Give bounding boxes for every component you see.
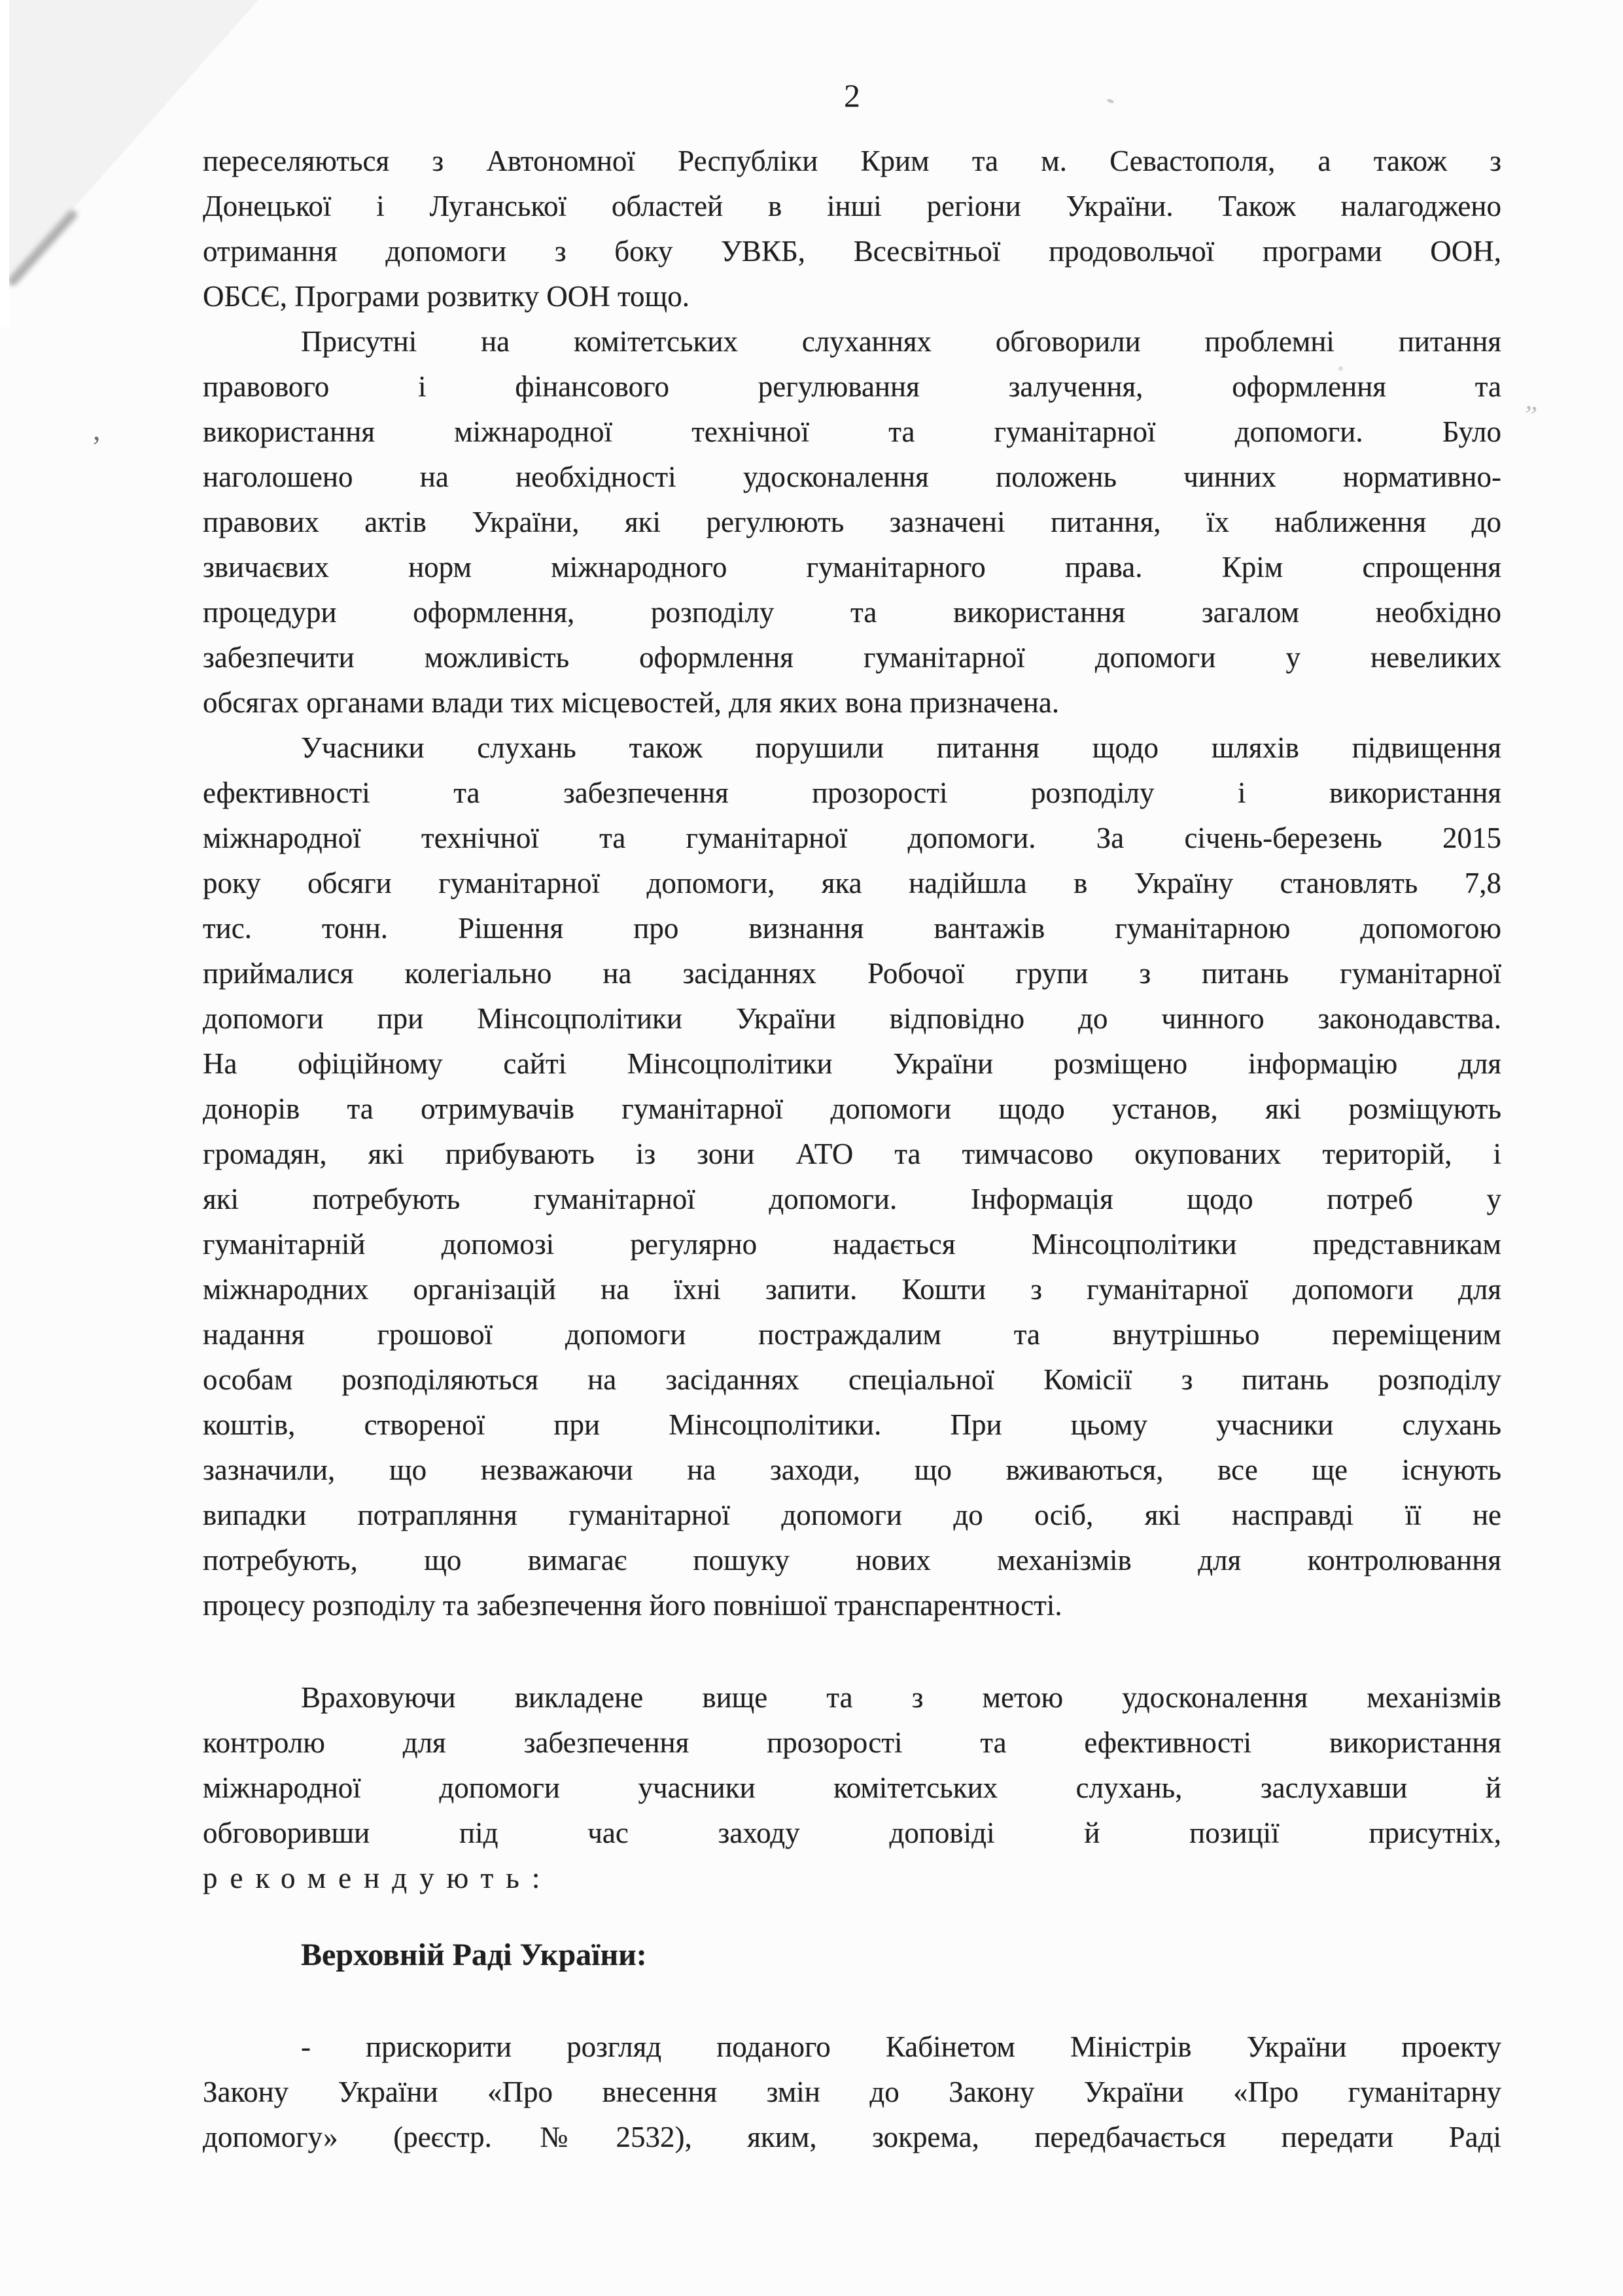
spacer <box>203 1977 1501 2025</box>
text-line: переселяються з Автономної Республіки Крим та м. Севастополя, а також з <box>203 145 1501 177</box>
text-line: року обсяги гуманітарної допомоги, яка надійшла в Україну становлять 7,8 <box>203 867 1501 899</box>
text-line: наголошено на необхідності удосконалення положень чинних нормативно- <box>203 461 1501 493</box>
text-line: правових актів України, які регулюють зазначені питання, їх наближення до <box>203 506 1501 538</box>
text-line: Присутні на комітетських слуханнях обговорили проблемні питання <box>301 325 1501 358</box>
text-line: Враховуючи викладене вище та з метою удосконалення механізмів <box>301 1681 1501 1714</box>
scan-edge-strip <box>0 0 9 327</box>
paragraph <box>203 139 1501 319</box>
text-line: коштів, створеної при Мінсоцполітики. При цьому учасники слухань <box>203 1408 1501 1441</box>
text-line: приймалися колегіально на засіданнях Робочої групи з питань гуманітарної <box>203 957 1501 990</box>
text-line: контролю для забезпечення прозорості та ефективності використання <box>203 1726 1501 1759</box>
text-line: процедури оформлення, розподілу та використання загалом необхідно <box>203 596 1501 629</box>
text-line: - прискорити розгляд поданого Кабінетом Міністрів України проекту <box>301 2030 1501 2063</box>
text-line: які потребують гуманітарної допомоги. Інформація щодо потреб у <box>203 1183 1501 1215</box>
text-line: особам розподіляються на засіданнях спеціальної Комісії з питань розподілу <box>203 1363 1501 1396</box>
paragraph <box>203 2025 1501 2160</box>
text-line: Верховній Раді України: <box>301 1938 647 1972</box>
text-line: процесу розподілу та забезпечення його повнішої транспарентності. <box>203 1589 1062 1622</box>
text-line: використання міжнародної технічної та гуманітарної допомоги. Було <box>203 415 1501 448</box>
text-line: ефективності та забезпечення прозорості розподілу і використання <box>203 776 1501 809</box>
text-line: допомогу» (реєстр.№2532), яким, зокрема, передбачається передати Раді <box>203 2121 1501 2153</box>
text-line: донорів та отримувачів гуманітарної допомоги щодо установ, які розміщують <box>203 1092 1501 1125</box>
text-line: потребують, що вимагає пошуку нових механізмів для контролювання <box>203 1544 1501 1576</box>
spacer <box>203 1901 1501 1932</box>
text-line: міжнародних організацій на їхні запити. Кошти з гуманітарної допомоги для <box>203 1273 1501 1306</box>
page-number: 2 <box>844 77 860 114</box>
text-line: громадян, які прибувають із зони АТО та тимчасово окупованих територій, і <box>203 1138 1501 1170</box>
text-line: міжнародної допомоги учасники комітетських слухань, заслухавши й <box>203 1771 1501 1804</box>
stray-comma-mark: , <box>93 413 101 446</box>
spacer <box>203 1628 1501 1675</box>
text-line: Учасники слухань також порушили питання щодо шляхів підвищення <box>301 731 1501 764</box>
text-line: допомоги при Мінсоцполітики України відповідно до чинного законодавства. <box>203 1002 1501 1035</box>
text-line: Донецької і Луганської областей в інші регіони України. Також налагоджено <box>203 190 1501 222</box>
text-line: випадки потрапляння гуманітарної допомоги до осіб, які насправді її не <box>203 1499 1501 1531</box>
section-heading <box>203 1932 1501 1977</box>
text-line: звичаєвих норм міжнародного гуманітарного права. Крім спрощення <box>203 551 1501 583</box>
text-line: гуманітарній допомозі регулярно надається Мінсоцполітики представникам <box>203 1228 1501 1261</box>
text-line: зазначили, що незважаючи на заходи, що вживаються, все ще існують <box>203 1453 1501 1486</box>
text-line: рекомендують: <box>203 1862 553 1894</box>
text-line: обговоривши під час заходу доповіді й позиції присутніх, <box>203 1817 1501 1849</box>
paragraph <box>203 725 1501 1628</box>
text-line: правового і фінансового регулювання залучення, оформлення та <box>203 370 1501 403</box>
document-body <box>203 139 1501 2160</box>
paragraph <box>203 319 1501 725</box>
text-line: Закону України «Про внесення змін до Закону України «Про гуманітарну <box>203 2076 1501 2108</box>
text-line: ОБСЄ, Програми розвитку ООН тощо. <box>203 280 689 313</box>
text-line: На офіційному сайті Мінсоцполітики України розміщено інформацію для <box>203 1047 1501 1080</box>
paragraph <box>203 1675 1501 1901</box>
text-line: міжнародної технічної та гуманітарної допомоги. За січень-березень 2015 <box>203 822 1501 854</box>
text-line: тис. тонн. Рішення про визнання вантажів гуманітарною допомогою <box>203 912 1501 945</box>
text-line: надання грошової допомоги постраждалим та внутрішньо переміщеним <box>203 1318 1501 1351</box>
text-line: забезпечити можливість оформлення гуманітарної допомоги у невеликих <box>203 641 1501 674</box>
text-line: обсягах органами влади тих місцевостей, для яких вона призначена. <box>203 686 1060 719</box>
stray-quote-mark: ” <box>1522 400 1539 432</box>
text-line: отримання допомоги з боку УВКБ, Всесвітньої продовольчої програми ООН, <box>203 235 1501 268</box>
